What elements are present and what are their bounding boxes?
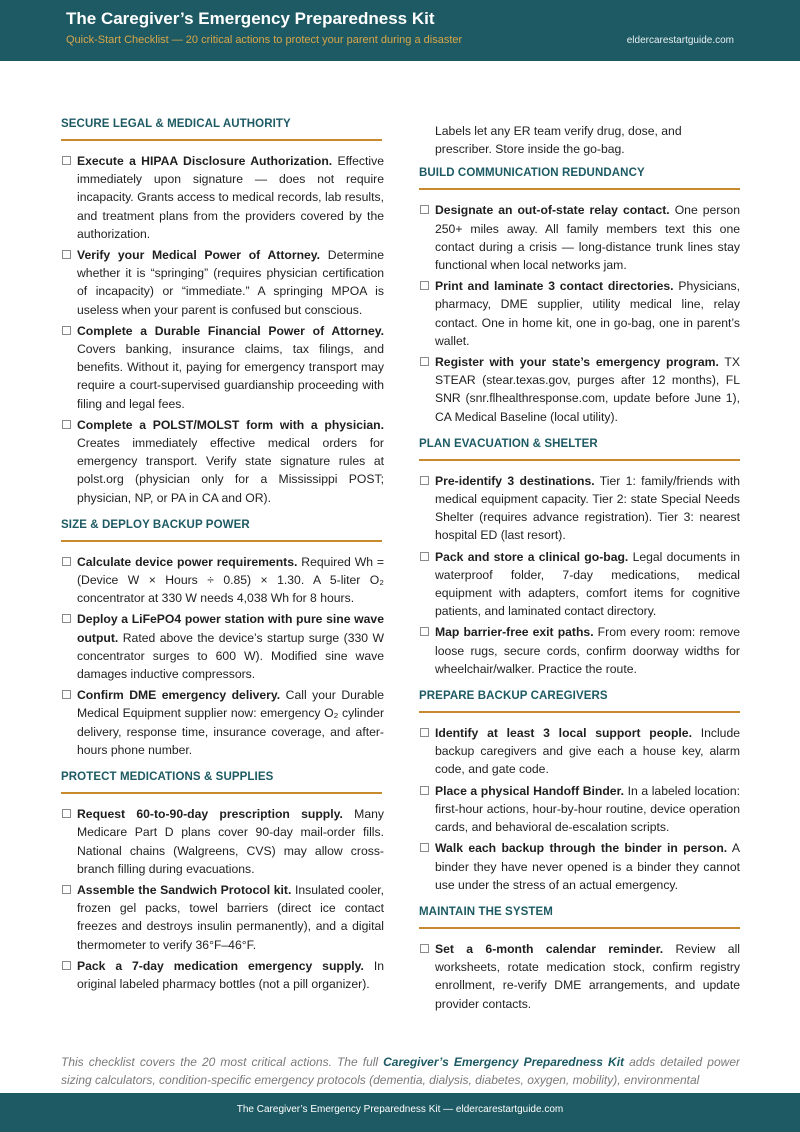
continued-text: Labels let any ER team verify drug, dose, and prescriber. Store inside the go-bag. bbox=[435, 124, 682, 157]
item-lead: Pack and store a clinical go-bag. bbox=[435, 549, 629, 564]
item-lead: Identify at least 3 local support people. bbox=[435, 726, 692, 741]
item-text: Many Medicare Part D plans cover 90-day mail-order fills. National chains (Walgreens, CVS) may allow cross-branch filling during evacuations. bbox=[77, 807, 384, 876]
checklist-item bbox=[419, 277, 740, 350]
item-text: Creates immediately effective medical orders for emergency transport. Verify state signature rules at polst.org (physician only for a Mississippi POST; physician, NP, or PA in CA and OR). bbox=[77, 436, 384, 505]
item-text: Determine whether it is “springing” (requires physician certification of incapacity) or “immediate.” A springing MPOA is useless when your parent is confused but conscious. bbox=[77, 248, 384, 317]
section-heading: SIZE & DEPLOY BACKUP POWER bbox=[61, 518, 250, 531]
checkbox[interactable] bbox=[420, 205, 429, 214]
checkbox[interactable] bbox=[62, 690, 71, 699]
checkbox[interactable] bbox=[420, 476, 429, 485]
item-text: Physicians, pharmacy, DME supplier, utility medical line, relay contact. One in home kit, one in go-bag, one in parent’s wallet. bbox=[435, 279, 740, 348]
checkbox[interactable] bbox=[62, 420, 71, 429]
section-divider bbox=[419, 459, 740, 461]
checklist-item bbox=[61, 957, 384, 993]
footer-note bbox=[61, 1053, 740, 1091]
section-heading: BUILD COMMUNICATION REDUNDANCY bbox=[419, 167, 645, 180]
section-divider bbox=[419, 711, 740, 713]
checkbox[interactable] bbox=[62, 961, 71, 970]
section-divider bbox=[61, 139, 382, 141]
item-lead: Print and laminate 3 contact directories. bbox=[435, 279, 674, 294]
checkbox[interactable] bbox=[62, 885, 71, 894]
item-text: Include backup caregivers and give each a house key, alarm code, and gate code. bbox=[435, 726, 741, 777]
item-text: Rated above the device’s startup surge (330 W concentrator surges to 600 W). Modified sine wave damages inductive compressors. bbox=[77, 630, 384, 682]
left-column bbox=[61, 118, 384, 1005]
item-text: Covers banking, insurance claims, tax filings, and benefits. Without it, paying for emergency transport may require a court-supervised guardianship proceeding with filing and legal fees. bbox=[77, 342, 384, 411]
item-lead: Deploy a LiFePO4 power station with pure sine wave output. bbox=[77, 612, 384, 645]
checklist-item bbox=[61, 553, 384, 608]
checklist-item bbox=[61, 152, 384, 243]
page-subtitle: Quick-Start Checklist — 20 critical actions to protect your parent during a disaster bbox=[66, 34, 463, 46]
section-heading: PROTECT MEDICATIONS & SUPPLIES bbox=[61, 771, 274, 784]
footer-text: The Caregiver’s Emergency Preparedness Kit — eldercarestartguide.com bbox=[236, 1104, 564, 1115]
checklist-item bbox=[61, 246, 384, 319]
section-divider bbox=[61, 792, 382, 794]
item-lead: Complete a POLST/MOLST form with a physician. bbox=[77, 417, 384, 432]
checkbox[interactable] bbox=[420, 627, 429, 636]
item-text: Insulated cooler, frozen gel packs, towel barriers (direct ice contact freezes and destroys insulin permanently), and a digital thermometer to verify 36°F–46°F. bbox=[77, 882, 384, 952]
item-lead: Designate an out-of-state relay contact. bbox=[435, 203, 670, 218]
item-text: In a labeled location: first-hour actions, hour-by-hour routine, device operation cards, and behavioral de-escalation scripts. bbox=[435, 783, 740, 835]
checklist-item bbox=[419, 472, 740, 545]
item-lead: Place a physical Handoff Binder. bbox=[435, 783, 625, 798]
checklist-item bbox=[61, 881, 384, 954]
checkbox[interactable] bbox=[420, 552, 429, 561]
item-lead: Set a 6-month calendar reminder. bbox=[435, 941, 664, 956]
checkbox[interactable] bbox=[420, 728, 429, 737]
item-text: Legal documents in waterproof folder, 7-day medications, medical equipment with adapters, comfort items for cognitive patients, and laminated contact directory. bbox=[435, 549, 740, 619]
checklist-item bbox=[61, 610, 384, 683]
item-lead: Complete a Durable Financial Power of Attorney. bbox=[77, 323, 384, 338]
checkbox[interactable] bbox=[420, 786, 429, 795]
section-heading: MAINTAIN THE SYSTEM bbox=[419, 905, 553, 918]
item-lead: Calculate device power requirements. bbox=[77, 554, 298, 569]
checkbox[interactable] bbox=[62, 250, 71, 259]
item-lead: Pre-identify 3 destinations. bbox=[435, 473, 595, 488]
footer-note-before: This checklist covers the 20 most critical actions. The full bbox=[61, 1055, 384, 1069]
checkbox[interactable] bbox=[62, 557, 71, 566]
item-text: One person 250+ miles away. All family members text this one contact during a crisis — long-distance trunk lines stay functional when local networks jam. bbox=[435, 203, 740, 273]
checklist-item bbox=[419, 724, 740, 779]
item-lead: Pack a 7-day medication emergency supply. bbox=[77, 958, 364, 973]
item-text: Call your Durable Medical Equipment supplier now: emergency O₂ cylinder delivery, response time, insurance coverage, and after-hours phone number. bbox=[77, 688, 385, 757]
item-text: Effective immediately upon signature — does not require incapacity. Grants access to medical records, lab results, and treatment plans from the providers covered by the authorization. bbox=[77, 154, 384, 241]
item-lead: Request 60-to-90-day prescription supply. bbox=[77, 807, 343, 822]
checkbox[interactable] bbox=[420, 357, 429, 366]
checklist-item bbox=[61, 416, 384, 507]
checklist-item bbox=[419, 353, 740, 426]
section-divider bbox=[419, 927, 740, 929]
checklist-item bbox=[61, 686, 384, 759]
checklist-item bbox=[419, 623, 740, 678]
footer-note-after: adds detailed power sizing calculators, condition-specific emergency protocols (dementia, dialysis, diabetes, oxygen, mobility), environmental bbox=[61, 1055, 740, 1087]
item-lead: Walk each backup through the binder in person. bbox=[435, 841, 728, 856]
checklist-item bbox=[419, 839, 740, 894]
checkbox[interactable] bbox=[62, 326, 71, 335]
item-text: A binder they have never opened is a binder they cannot use under the stress of an actual emergency. bbox=[435, 841, 740, 892]
section-heading: PLAN EVACUATION & SHELTER bbox=[419, 437, 598, 450]
header-band bbox=[0, 0, 800, 61]
checklist-item bbox=[419, 548, 740, 621]
section-divider bbox=[419, 188, 740, 190]
item-lead: Register with your state’s emergency program. bbox=[435, 355, 719, 370]
item-lead: Execute a HIPAA Disclosure Authorization. bbox=[77, 154, 333, 168]
checklist-item bbox=[61, 322, 384, 413]
item-text: Tier 1: family/friends with medical equipment capacity. Tier 2: state Special Needs Shelter (requires advance registration). Tier 3: nearest hospital ED (last resort). bbox=[435, 473, 740, 543]
checkbox[interactable] bbox=[62, 156, 71, 165]
checklist-item bbox=[419, 940, 740, 1013]
checkbox[interactable] bbox=[420, 281, 429, 290]
item-lead: Verify your Medical Power of Attorney. bbox=[77, 248, 321, 263]
checklist-item bbox=[61, 805, 384, 878]
checkbox[interactable] bbox=[62, 614, 71, 623]
footer-band bbox=[0, 1093, 800, 1132]
item-text: From every room: remove loose rugs, secure cords, confirm doorway widths for wheelchair/walker. Practice the route. bbox=[435, 625, 740, 676]
section-divider bbox=[61, 540, 382, 542]
checkbox[interactable] bbox=[62, 809, 71, 818]
footer-note-bold: Caregiver’s Emergency Preparedness Kit bbox=[383, 1055, 625, 1069]
checkbox[interactable] bbox=[420, 843, 429, 852]
section-heading: PREPARE BACKUP CAREGIVERS bbox=[419, 690, 608, 703]
item-text: In original labeled pharmacy bottles (not a pill organizer). bbox=[77, 958, 384, 991]
site-url: eldercarestartguide.com bbox=[626, 35, 734, 46]
item-lead: Assemble the Sandwich Protocol kit. bbox=[77, 882, 292, 897]
page-title: The Caregiver’s Emergency Preparedness Kit bbox=[66, 9, 435, 28]
checklist-item bbox=[419, 782, 740, 837]
checklist-item bbox=[419, 201, 740, 274]
item-lead: Map barrier-free exit paths. bbox=[435, 625, 594, 640]
item-text: Required Wh = (Device W × Hours ÷ 0.85) × 1.30. A 5-liter O₂ concentrator at 330 W needs 4,038 Wh for 8 hours. bbox=[77, 554, 385, 606]
item-lead: Confirm DME emergency delivery. bbox=[77, 688, 281, 703]
item-text: TX STEAR (stear.texas.gov, purges after 12 months), FL SNR (snr.flhealthresponse.com, update before June 1), CA Medical Baseline (local utility). bbox=[435, 355, 740, 424]
section-heading: SECURE LEGAL & MEDICAL AUTHORITY bbox=[61, 118, 291, 130]
right-column bbox=[419, 118, 740, 1025]
checkbox[interactable] bbox=[420, 944, 429, 953]
item-text: Review all worksheets, rotate medication stock, confirm registry enrollment, re-verify DME arrangements, and update provider contacts. bbox=[435, 941, 740, 1011]
